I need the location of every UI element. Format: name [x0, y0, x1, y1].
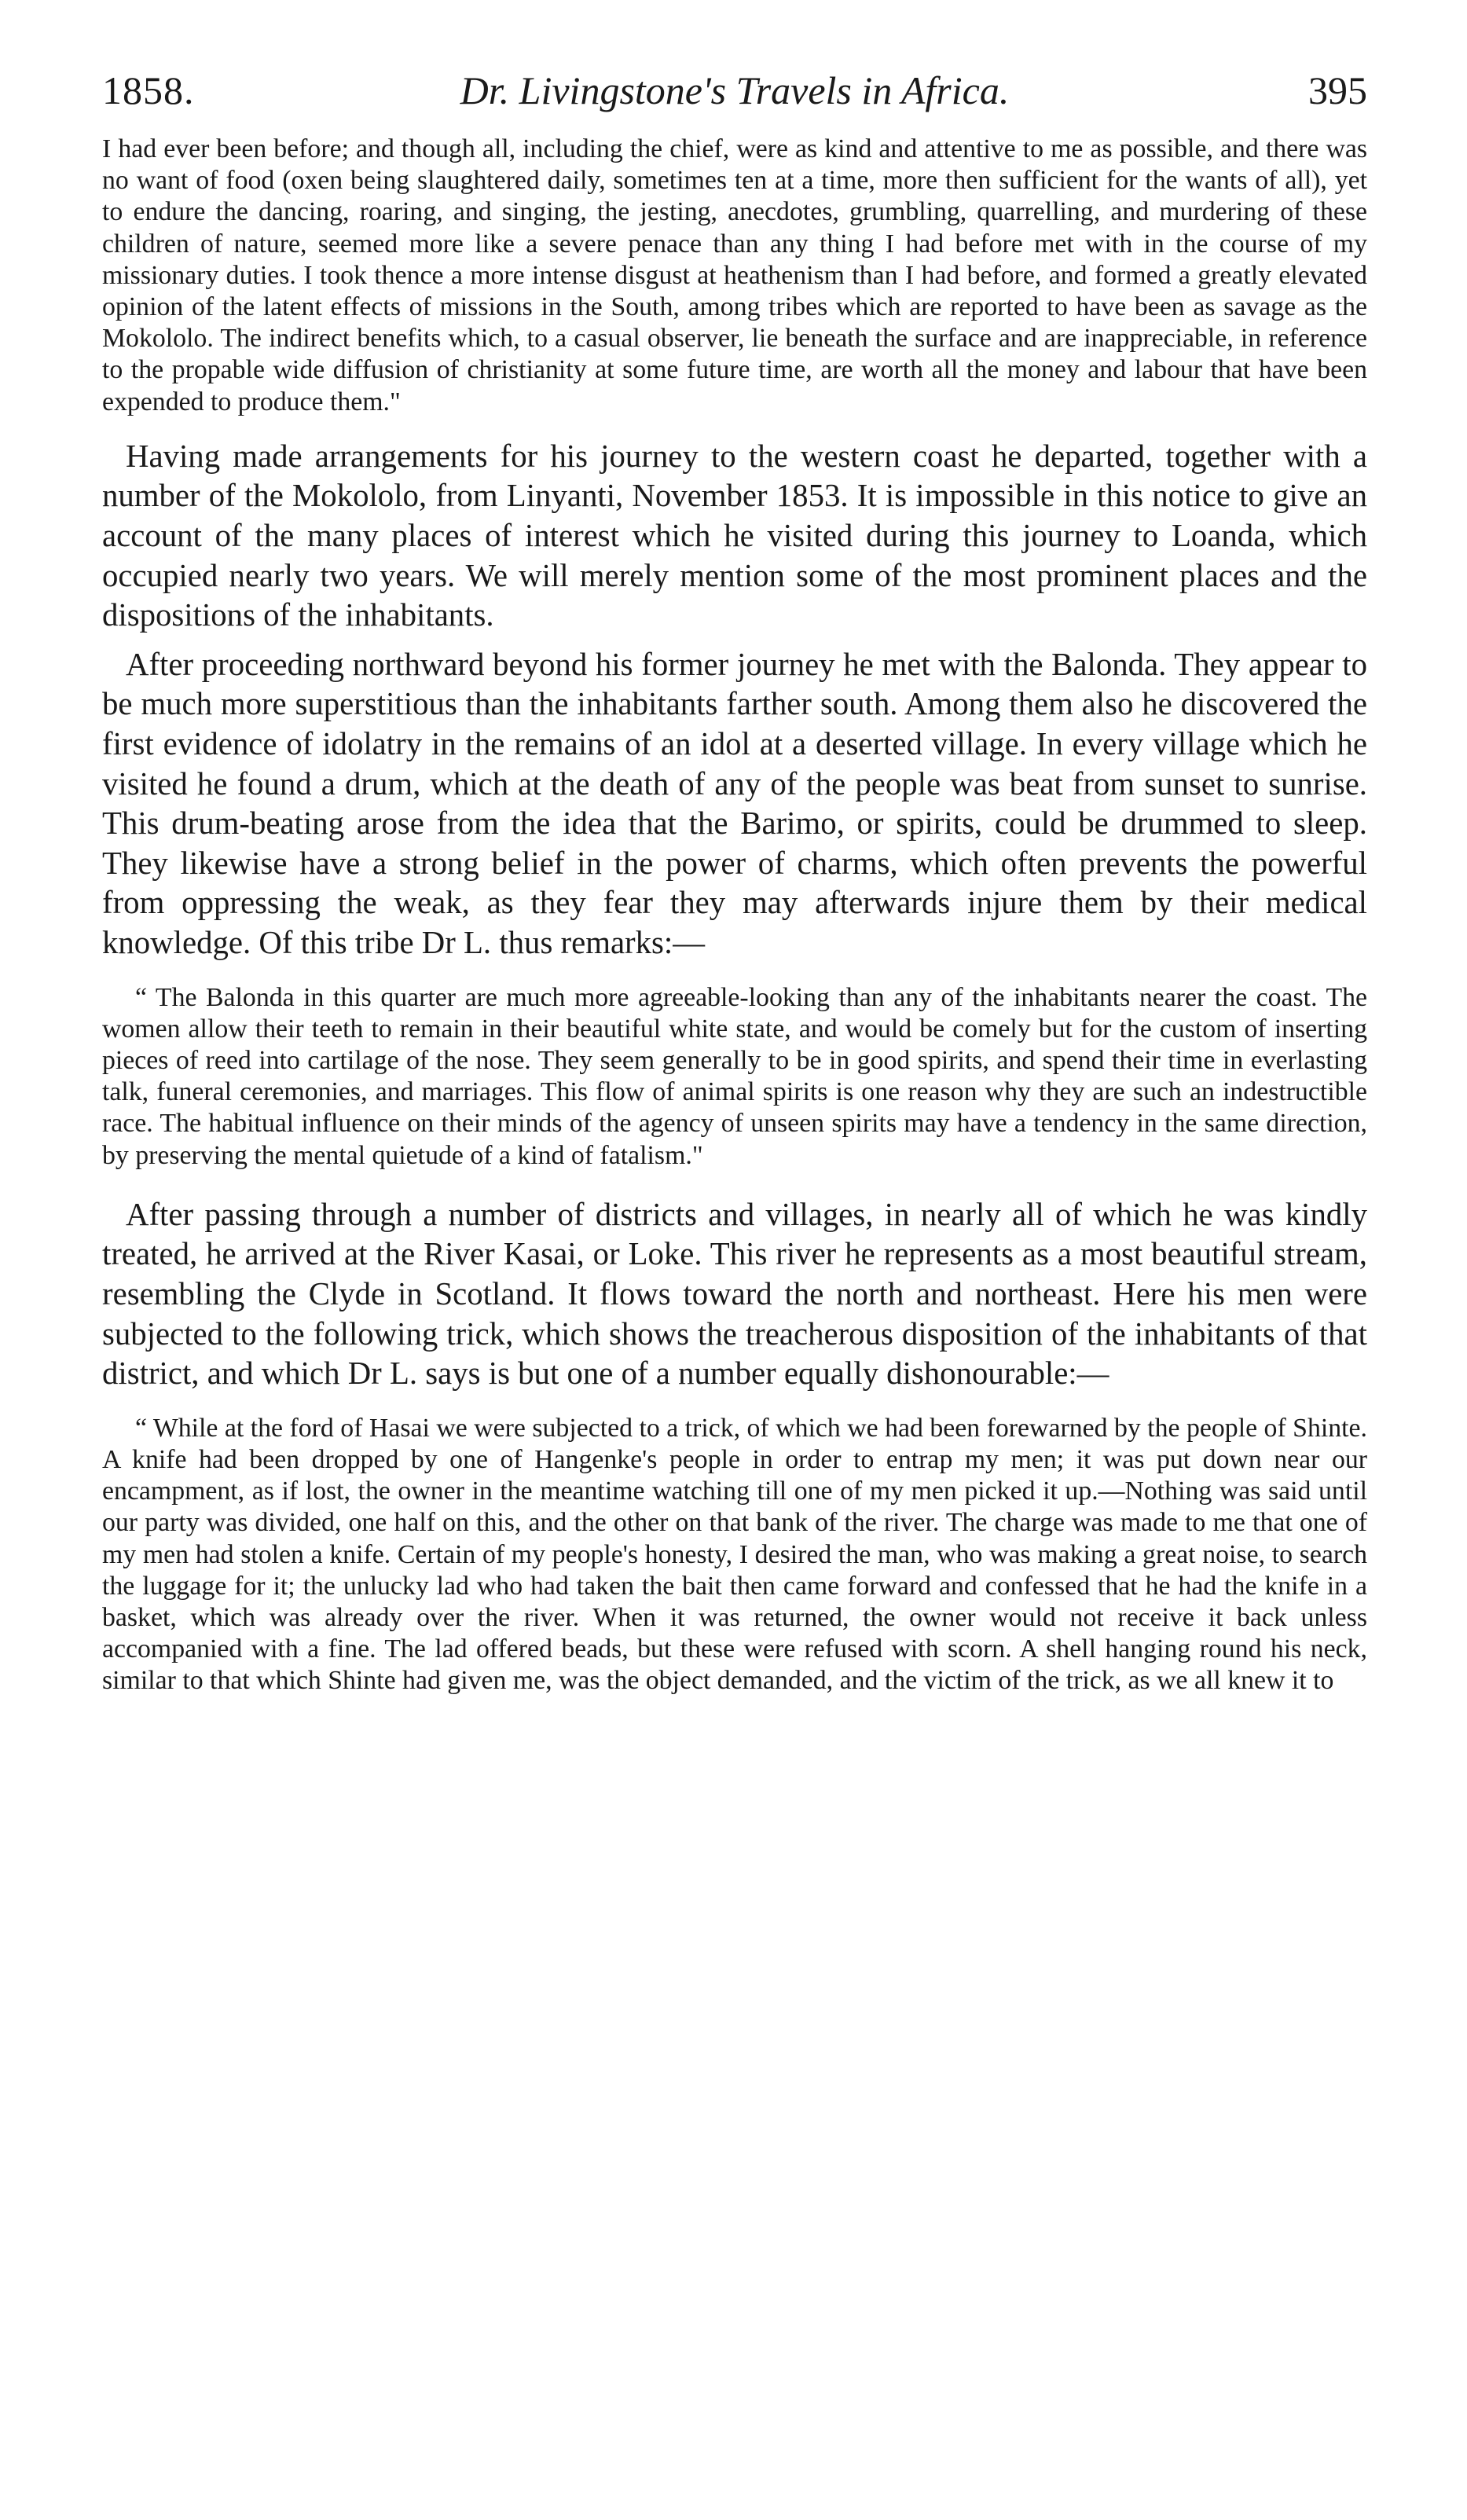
- header-title: Dr. Livingstone's Travels in Africa.: [460, 68, 1010, 112]
- body-paragraph-kasai: After passing through a number of districts and villages, in nearly all of which he was kindly treated, he arrived at the River Kasai, or Loke. This river he represents as a most beautiful stream, resembling the Clyde in Scotland. It flows toward the north and northeast. Here his men were subjected to the following trick, which shows the treacherous disposition of the inhabitants of that district, and which Dr L. says is but one of a number equally dishonourable:—: [102, 1196, 1367, 1392]
- body-paragraph-journey: Having made arrangements for his journey to the western coast he departed, together with a number of the Mokololo, from Linyanti, November 1853. It is impossible in this notice to give an account of the many places of interest which he visited during this journey to Loanda, which occupied nearly two years. We will merely mention some of the most prominent places and the dispositions of the inhabitants.: [102, 438, 1367, 633]
- quote-continued-paragraph: I had ever been before; and though all, including the chief, were as kind and attentive to me as possible, and there was no want of food (oxen being slaughtered daily, sometimes ten at a time, more then sufficient for the wants of all), yet to endure the dancing, roaring, and singing, the jesting, anecdotes, grumbling, quarrelling, and murdering of these children of nature, seemed more like a severe penace than any thing I had before met with in the course of my missionary duties. I took thence a more intense disgust at heathenism than I had before, and formed a greatly elevated opinion of the latent effects of missions in the South, among tribes which are reported to have been as savage as the Mokololo. The indirect benefits which, to a casual observer, lie beneath the surface and are inappreciable, in reference to the propable wide diffusion of christianity at some future time, are worth all the money and labour that have been expended to produce them.": [102, 134, 1367, 416]
- header-year: 1858.: [102, 68, 195, 112]
- body-paragraph-balonda: After proceeding northward beyond his former journey he met with the Balonda. They appear to be much more superstitious than the inhabitants farther south. Among them also he discovered the first evidence of idolatry in the remains of an idol at a deserted village. In every village which he visited he found a drum, which at the death of any of the people was beat from sunset to sunrise. This drum-beating arose from the idea that the Barimo, or spirits, could be drummed to sleep. They likewise have a strong belief in the power of charms, which often prevents the powerful from oppressing the weak, as they fear they may afterwards injure them by their medical knowledge. Of this tribe Dr L. thus remarks:—: [102, 646, 1367, 960]
- running-header: [102, 47, 1367, 134]
- quote-balonda: “ The Balonda in this quarter are much more agreeable-looking than any of the inhabitants nearer the coast. The women allow their teeth to remain in their beautiful white state, and would be comely but for the custom of inserting pieces of reed into cartilage of the nose. They seem generally to be in good spirits, and spend their time in everlasting talk, funeral ceremonies, and marriages. This flow of animal spirits is one reason why they are such an indestructible race. The habitual influence on their minds of the agency of unseen spirits may have a tendency in the same direction, by preserving the mental quietude of a kind of fatalism.": [102, 982, 1367, 1170]
- page-number: 395: [1308, 68, 1367, 112]
- document-page: [102, 47, 1367, 1697]
- quote-hasai: “ While at the ford of Hasai we were subjected to a trick, of which we had been forewarned by the people of Shinte. A knife had been dropped by one of Hangenke's people in order to entrap my men; it was put down near our encampment, as if lost, the owner in the meantime watching till one of my men picked it up.—Nothing was said until our party was divided, one half on this, and the other on that bank of the river. The charge was made to me that one of my men had stolen a knife. Certain of my people's honesty, I desired the man, who was making a great noise, to search the luggage for it; the unlucky lad who had taken the bait then came forward and confessed that he had the knife in a basket, which was already over the river. When it was returned, the owner would not receive it back unless accompanied with a fine. The lad offered beads, but these were refused with scorn. A shell hanging round his neck, similar to that which Shinte had given me, was the object demanded, and the victim of the trick, as we all knew it to: [102, 1413, 1367, 1696]
